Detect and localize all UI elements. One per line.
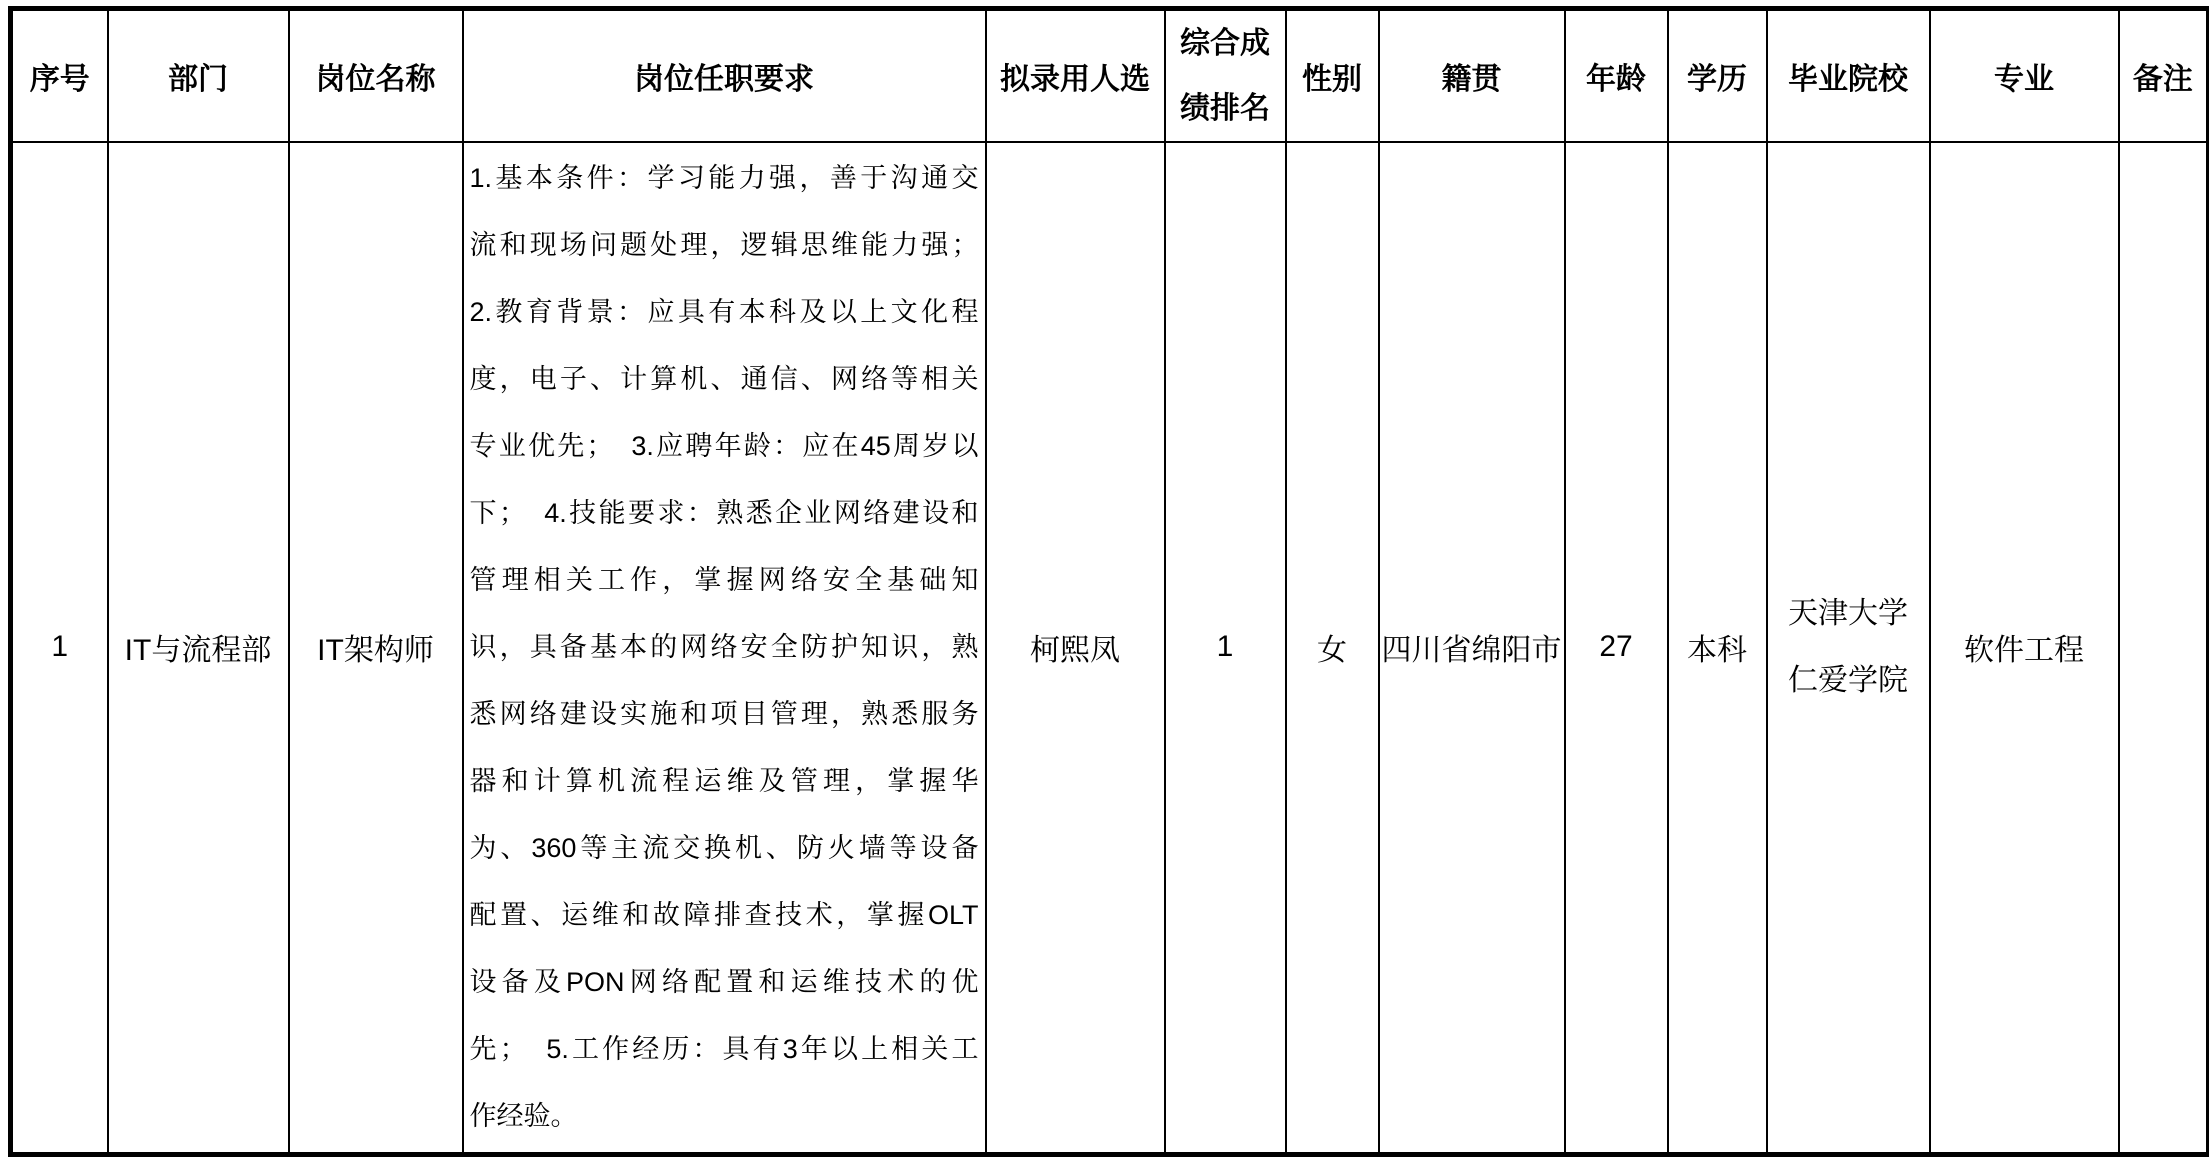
header-age: 年龄 <box>1565 9 1668 143</box>
school-line2: 仁爱学院 <box>1788 664 1908 698</box>
cell-remark <box>2119 142 2209 1154</box>
header-position: 岗位名称 <box>289 9 463 143</box>
header-score-rank-line2: 绩排名 <box>1180 92 1270 125</box>
cell-major: 软件工程 <box>1930 142 2119 1154</box>
requirement-line: 作经验。 <box>469 1100 578 1131</box>
cell-position: IT架构师 <box>289 142 463 1154</box>
requirement-line: 识，具备基本的网络安全防护知识，熟 <box>469 631 979 662</box>
cell-score-rank: 1 <box>1165 142 1286 1154</box>
cell-seq: 1 <box>11 142 108 1154</box>
cell-native-place: 四川省绵阳市 <box>1379 142 1565 1154</box>
requirement-line: 流和现场问题处理，逻辑思维能力强； <box>469 229 979 260</box>
cell-education: 本科 <box>1668 142 1767 1154</box>
requirement-line: 度，电子、计算机、通信、网络等相关 <box>469 363 979 394</box>
header-row <box>11 9 2209 143</box>
cell-candidate: 柯熙凤 <box>986 142 1165 1154</box>
requirement-line: 先； 5.工作经历：具有3年以上相关工 <box>469 1033 979 1064</box>
requirement-line: 专业优先； 3.应聘年龄：应在45周岁以 <box>469 430 979 461</box>
requirement-line: 器和计算机流程运维及管理，掌握华 <box>469 765 979 796</box>
requirement-line: 管理相关工作，掌握网络安全基础知 <box>469 564 979 595</box>
header-score-rank-line1: 综合成 <box>1180 27 1270 60</box>
requirement-line: 配置、运维和故障排查技术，掌握OLT <box>469 899 979 930</box>
table-row <box>11 142 2209 1154</box>
header-requirements: 岗位任职要求 <box>463 9 986 143</box>
header-gender: 性别 <box>1286 9 1379 143</box>
cell-school <box>1767 142 1930 1154</box>
cell-gender: 女 <box>1286 142 1379 1154</box>
header-seq: 序号 <box>11 9 108 143</box>
header-candidate: 拟录用人选 <box>986 9 1165 143</box>
header-score-rank <box>1165 9 1286 143</box>
header-major: 专业 <box>1930 9 2119 143</box>
cell-age: 27 <box>1565 142 1668 1154</box>
header-education: 学历 <box>1668 9 1767 143</box>
cell-requirements <box>463 142 986 1154</box>
school-line1: 天津大学 <box>1788 597 1908 631</box>
requirement-line: 2.教育背景：应具有本科及以上文化程 <box>469 296 979 327</box>
header-department: 部门 <box>108 9 289 143</box>
recruitment-table <box>8 6 2209 1157</box>
header-native-place: 籍贯 <box>1379 9 1565 143</box>
requirements-text <box>464 145 985 1150</box>
header-remark: 备注 <box>2119 9 2209 143</box>
cell-department: IT与流程部 <box>108 142 289 1154</box>
header-school: 毕业院校 <box>1767 9 1930 143</box>
requirement-line: 悉网络建设实施和项目管理，熟悉服务 <box>469 698 979 729</box>
requirement-line: 为、360等主流交换机、防火墙等设备 <box>469 832 979 863</box>
requirement-line: 1.基本条件：学习能力强，善于沟通交 <box>469 162 979 193</box>
requirement-line: 设备及PON网络配置和运维技术的优 <box>469 966 979 997</box>
requirement-line: 下； 4.技能要求：熟悉企业网络建设和 <box>469 497 979 528</box>
